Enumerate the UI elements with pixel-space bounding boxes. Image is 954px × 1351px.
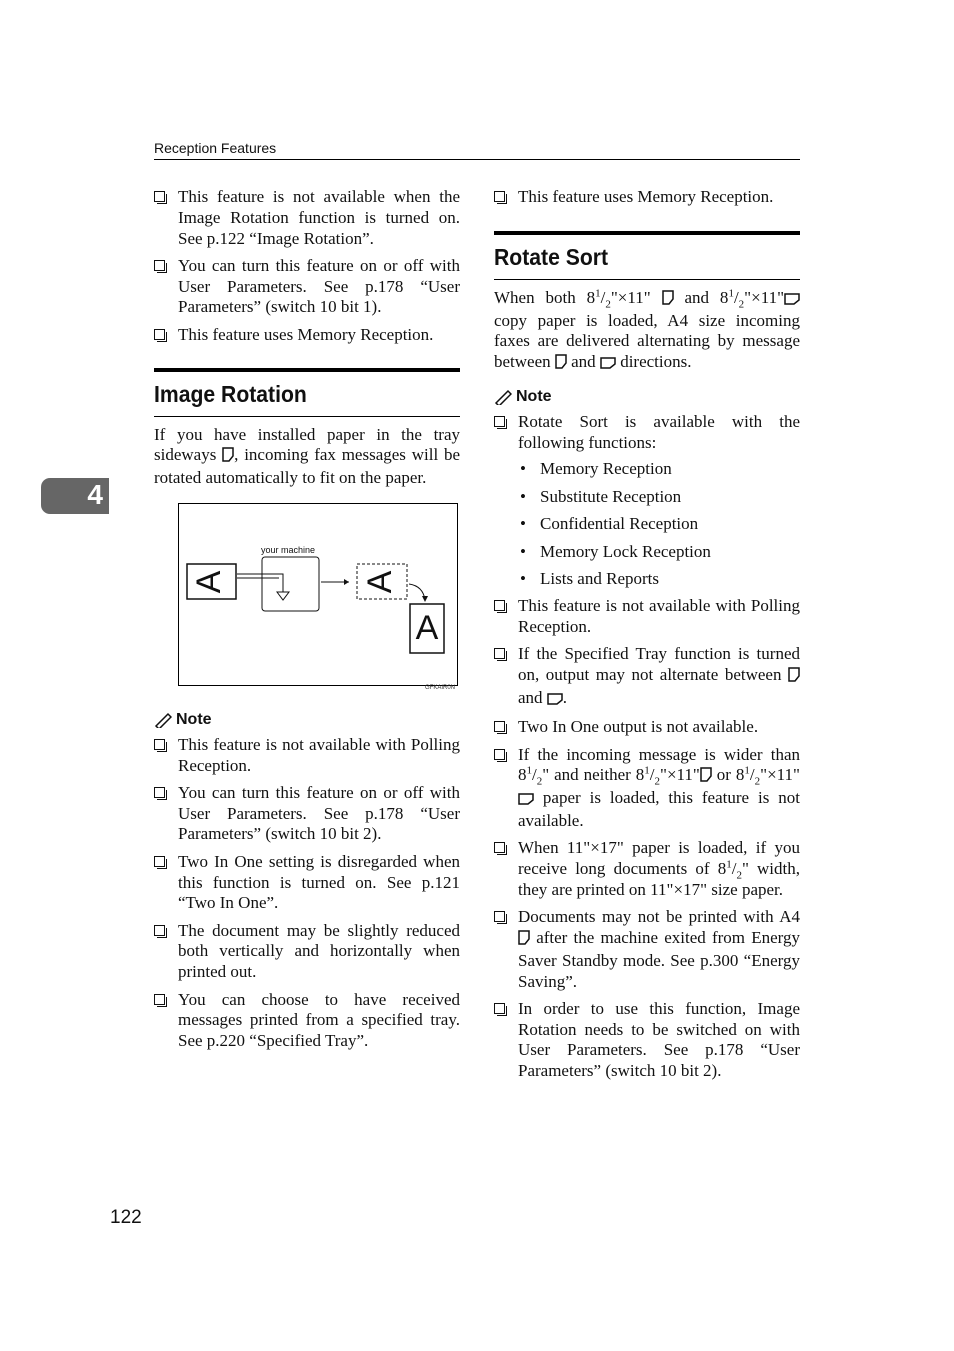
list-item: Documents may not be printed with A4 after the machine exited from Energy Saver Standby mode. See p.300 “Energy Saving”. xyxy=(494,907,800,992)
landscape-orientation-icon xyxy=(547,690,563,711)
rotation-diagram xyxy=(179,504,457,685)
section-title: Rotate Sort xyxy=(494,243,609,270)
function-list xyxy=(518,459,800,589)
checkbox-bullet-icon xyxy=(494,191,505,202)
portrait-orientation-icon xyxy=(518,930,530,951)
svg-text:A: A xyxy=(360,570,399,594)
portrait-orientation-icon xyxy=(788,667,800,688)
function-item: • Memory Lock Reception xyxy=(518,542,800,563)
list-item: Two In One output is not available. xyxy=(494,717,800,738)
checkbox-bullet-icon xyxy=(154,260,165,271)
portrait-orientation-icon xyxy=(662,290,674,311)
list-item: This feature uses Memory Reception. xyxy=(494,187,800,208)
list-item: You can turn this feature on or off with User Parameters. See p.178 “User Parameters” (switch 10 bit 1). xyxy=(154,256,460,318)
running-header: Reception Features xyxy=(154,140,277,156)
checkbox-bullet-icon xyxy=(494,842,505,853)
chapter-number: 4 xyxy=(87,479,103,510)
checkbox-bullet-icon xyxy=(154,329,165,340)
checkbox-bullet-icon xyxy=(154,856,165,867)
list-item: This feature is not available when the Image Rotation function is turned on. See p.122 “Image Rotation”. xyxy=(154,187,460,249)
list-item: This feature is not available with Polling Reception. xyxy=(154,735,460,777)
list-item: If the incoming message is wider than $8^1/_2$" and neither $8^1/_2"\times 11$" or $8^1/_2"\times 11$" paper is loaded, this feature is not available. xyxy=(494,745,800,832)
list-item: The document may be slightly reduced both vertically and horizontally when printed out. xyxy=(154,921,460,983)
function-item: • Lists and Reports xyxy=(518,569,800,590)
checkbox-bullet-icon xyxy=(494,1003,505,1014)
landscape-orientation-icon xyxy=(518,790,534,811)
chapter-tab xyxy=(41,478,109,514)
list-item: Rotate Sort is available with the following functions: • Memory Reception • Substitute Reception • Confidential Reception • Memory Lock Reception • Lists and Reports xyxy=(494,412,800,590)
checkbox-bullet-icon xyxy=(494,648,505,659)
section-intro: When both $8^1/_2"\times 11$" and $8^1/_2"\times 11$" copy paper is loaded, A4 size incoming faxes are delivered alternating by message between and directions. xyxy=(494,288,800,375)
portrait-orientation-icon xyxy=(222,447,234,468)
checkbox-bullet-icon xyxy=(494,911,505,922)
checkbox-bullet-icon xyxy=(494,721,505,732)
portrait-orientation-icon xyxy=(700,767,712,788)
page-number: 122 xyxy=(110,1207,142,1228)
section-heading-block xyxy=(154,368,460,417)
figure-code: GFKAIR0N xyxy=(424,685,455,692)
section-title: Image Rotation xyxy=(154,380,307,407)
list-item: Two In One setting is disregarded when this function is turned on. See p.121 “Two In One”. xyxy=(154,852,460,914)
list-item: In order to use this function, Image Rotation needs to be switched on with User Parameters. See p.178 “User Parameters” (switch 10 bit 2). xyxy=(494,999,800,1082)
pencil-note-icon xyxy=(154,712,172,728)
right-column xyxy=(494,187,800,1089)
checkbox-bullet-icon xyxy=(154,739,165,750)
checkbox-bullet-icon xyxy=(154,191,165,202)
header-rule xyxy=(154,159,800,160)
note-heading: Note xyxy=(154,710,460,731)
figure-caption: your machine xyxy=(261,544,316,555)
checkbox-bullet-icon xyxy=(494,600,505,611)
landscape-orientation-icon xyxy=(600,354,616,375)
left-column xyxy=(154,187,460,1058)
section-heading-block xyxy=(494,231,800,280)
note-heading: Note xyxy=(494,387,800,408)
list-item: You can turn this feature on or off with User Parameters. See p.178 “User Parameters” (switch 10 bit 2). xyxy=(154,783,460,845)
list-item: This feature uses Memory Reception. xyxy=(154,325,460,346)
checkbox-bullet-icon xyxy=(494,416,505,427)
checkbox-bullet-icon xyxy=(154,925,165,936)
checkbox-bullet-icon xyxy=(154,787,165,798)
list-item: When 11"×17" paper is loaded, if you receive long documents of $8^1/_2$" width, they are printed on 11"×17" size paper. xyxy=(494,838,800,900)
svg-text:A: A xyxy=(415,608,439,647)
portrait-orientation-icon xyxy=(555,354,567,375)
section-intro: If you have installed paper in the tray sideways , incoming fax messages will be rotated automatically to fit on the paper. xyxy=(154,424,461,488)
function-item: • Memory Reception xyxy=(518,459,800,480)
landscape-orientation-icon xyxy=(784,290,800,311)
pencil-note-icon xyxy=(494,389,512,405)
checkbox-bullet-icon xyxy=(154,994,165,1005)
function-item: • Confidential Reception xyxy=(518,514,800,535)
function-item: • Substitute Reception xyxy=(518,487,800,508)
list-item: This feature is not available with Polling Reception. xyxy=(494,596,800,638)
image-rotation-figure xyxy=(178,503,458,692)
list-item: You can choose to have received messages printed from a specified tray. See p.220 “Specified Tray”. xyxy=(154,990,460,1052)
svg-text:A: A xyxy=(189,570,228,594)
checkbox-bullet-icon xyxy=(494,749,505,760)
list-item: If the Specified Tray function is turned on, output may not alternate between and . xyxy=(494,644,800,710)
